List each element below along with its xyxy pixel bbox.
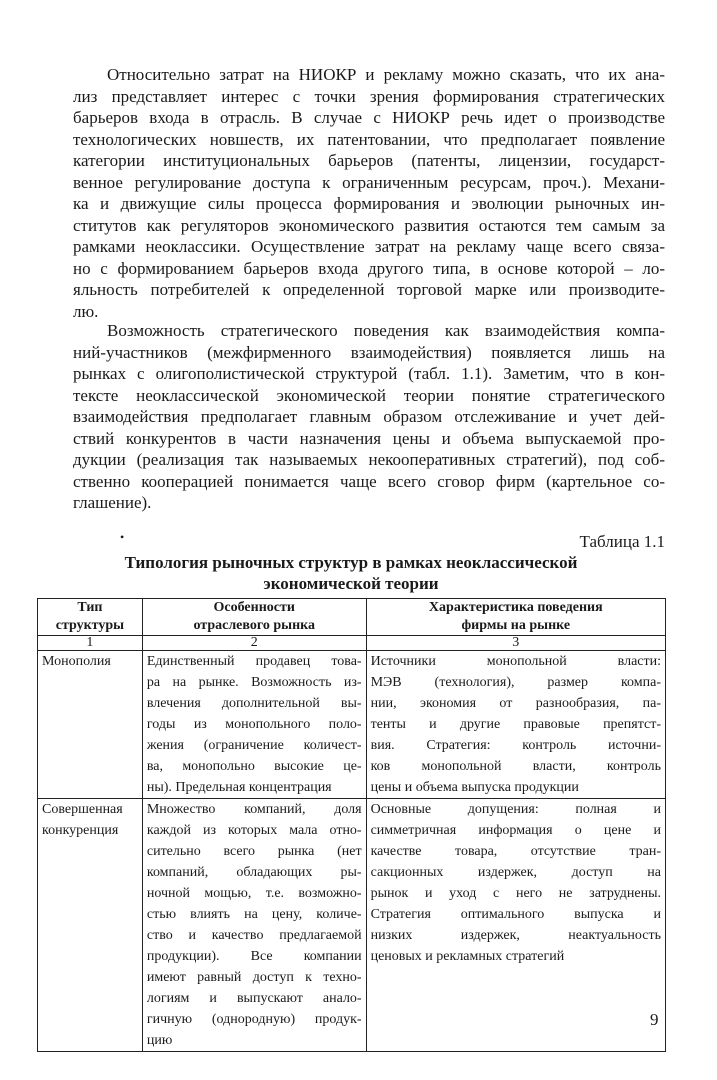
header-features — [142, 599, 366, 636]
cell-line: Монополия — [42, 654, 111, 669]
table-row — [38, 799, 666, 1052]
text-line: рамками неоклассики. Осуществление затрат на рекламу чаще всего связа- — [73, 237, 665, 256]
cell-line: имеют равный доступ к техно- — [146, 970, 362, 985]
cell-line: жения (ограничение количест- — [146, 738, 362, 753]
cell-line: вия. Стратегия: контроль источни- — [370, 738, 661, 753]
table-header-row — [38, 599, 666, 636]
text-line: Возможность стратегического поведения как взаимодействия компа- — [107, 321, 665, 340]
cell-line: ва, монопольно высокие це- — [146, 759, 362, 774]
table-title-line: экономической теории — [263, 574, 439, 593]
cell-line: ценовых и рекламных стратегий — [370, 949, 565, 964]
table-caption: Таблица 1.1 — [579, 532, 665, 551]
cell-line: Источники монопольной власти: — [370, 654, 661, 669]
table-cell — [142, 799, 366, 1052]
header-line: фирмы на рынке — [461, 618, 571, 633]
text-line: яльность потребителей к определенной торговой марке или производите- — [73, 280, 665, 299]
header-line: Характеристика поведения — [428, 600, 603, 615]
cell-line: ночной мощью, т.е. возможно- — [146, 886, 362, 901]
table-cell — [366, 799, 665, 1052]
table-cell — [366, 651, 665, 799]
paragraph-1 — [73, 64, 665, 322]
table-row — [38, 651, 666, 799]
cell-line: гичную (однородную) продук- — [146, 1012, 362, 1027]
column-number: 1 — [38, 636, 143, 651]
scan-speck: • — [120, 530, 125, 544]
header-line: Тип — [77, 600, 103, 615]
text-line: глашение). — [73, 493, 152, 512]
text-line: Относительно затрат на НИОКР и рекламу можно сказать, что их ана- — [107, 65, 665, 84]
cell-line: Стратегия оптимального выпуска и — [370, 907, 661, 922]
cell-line: логиям и выпускают анало- — [146, 991, 362, 1006]
text-line: дукции (реализация так называемых некооперативных стратегий), под соб- — [73, 450, 665, 469]
cell-line: Единственный продавец това- — [146, 654, 362, 669]
header-type — [38, 599, 143, 636]
cell-line: годы из монопольного поло- — [146, 717, 362, 732]
cell-line: тенты и другие правовые препятст- — [370, 717, 661, 732]
cell-line: ков монопольной власти, контроль — [370, 759, 661, 774]
cell-line: нии, экономия от разнообразия, па- — [370, 696, 661, 711]
cell-line: продукции). Все компании — [146, 949, 362, 964]
header-line: Особенности — [213, 600, 295, 615]
column-number: 2 — [142, 636, 366, 651]
column-number: 3 — [366, 636, 665, 651]
cell-line: качестве товара, отсутствие тран- — [370, 844, 661, 859]
cell-line: Множество компаний, доля — [146, 802, 362, 817]
table-title — [37, 552, 665, 594]
cell-line: сительно всего рынка (нет — [146, 844, 362, 859]
text-line: категории институциональных барьеров (патенты, лицензии, государст- — [73, 151, 665, 170]
cell-line: компаний, обладающих ры- — [146, 865, 362, 880]
text-line: рынках с олигополистической структурой (табл. 1.1). Заметим, что в кон- — [73, 364, 665, 383]
cell-line: симметричная информация о цене и — [370, 823, 661, 838]
cell-line: Совершенная — [42, 802, 123, 817]
text-line: технологических новшеств, их патентовании, что предполагает появление — [73, 129, 665, 149]
table-cell — [38, 799, 143, 1052]
text-line: ний-участников (межфирменного взаимодействия) появляется лишь на — [73, 342, 665, 362]
cell-line: сакционных издержек, доступ на — [370, 865, 661, 880]
paragraph-2 — [73, 320, 665, 514]
text-line: но с формированием барьеров входа другого типа, в основе которой – ло- — [73, 258, 665, 278]
header-line: отраслевого рынка — [193, 618, 315, 633]
text-line: венное регулирование доступа к ограниченным ресурсам, проч.). Механи- — [73, 172, 665, 192]
cell-line: ра на рынке. Возможность из- — [146, 675, 362, 690]
cell-line: стью влиять на цену, количе- — [146, 907, 362, 922]
cell-line: ство и качество предлагаемой — [146, 928, 362, 943]
column-number-row — [38, 636, 666, 651]
table-title-line: Типология рыночных структур в рамках неоклассической — [124, 553, 578, 572]
page-number: 9 — [650, 1010, 659, 1029]
text-line: взаимодействия предполагает главным образом отслеживание и учет дей- — [73, 407, 665, 426]
cell-line: рынок и уход с него не затруднены. — [370, 886, 661, 901]
cell-line: Основные допущения: полная и — [370, 802, 661, 817]
cell-line: каждой из которых мала отно- — [146, 823, 362, 838]
text-line: лю. — [73, 301, 99, 321]
text-line: ственно кооперацией понимается чаще всего сговор фирм (картельное со- — [73, 471, 665, 491]
cell-line: ны). Предельная концентрация — [146, 780, 332, 795]
text-line: барьеров входа в отрасль. В случае с НИОКР речь идет о производстве — [73, 108, 665, 127]
table-cell — [142, 651, 366, 799]
market-structures-table — [37, 598, 666, 1052]
text-line: ка и движущие силы процесса формирования и эволюции рыночных ин- — [73, 194, 665, 213]
text-line: лиз представляет интерес с точки зрения формирования стратегических — [73, 86, 665, 106]
text-line: ствий конкурентов в части назначения цены и объема выпускаемой про- — [73, 428, 665, 448]
cell-line: цены и объема выпуска продукции — [370, 780, 579, 795]
cell-line: МЭВ (технология), размер компа- — [370, 675, 661, 690]
header-behavior — [366, 599, 665, 636]
cell-line: низких издержек, неактуальность — [370, 928, 661, 943]
text-line: тексте неоклассической экономической теории понятие стратегического — [73, 385, 665, 405]
cell-line: цию — [146, 1033, 173, 1048]
text-line: ститутов как регуляторов экономического развития остаются тем самым за — [73, 215, 665, 235]
table-cell — [38, 651, 143, 799]
cell-line: конкуренция — [42, 823, 119, 838]
cell-line: влечения дополнительной вы- — [146, 696, 362, 711]
header-line: структуры — [55, 618, 125, 633]
